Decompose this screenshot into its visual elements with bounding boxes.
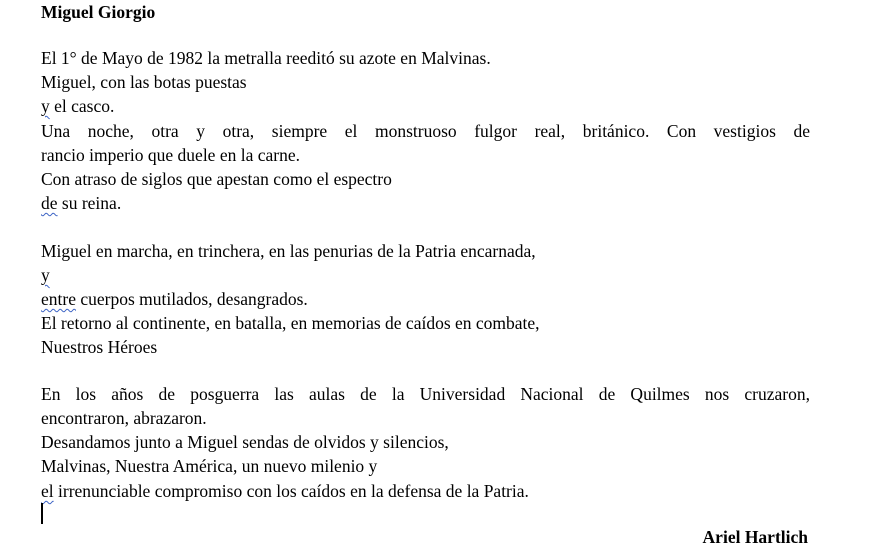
spellcheck-word[interactable]: entre	[41, 289, 76, 309]
poem-line: Con atraso de siglos que apestan como el espectro	[41, 169, 392, 189]
spellcheck-word[interactable]: y	[41, 265, 50, 285]
document-title: Miguel Giorgio	[41, 2, 156, 22]
poem-line: Desandamos junto a Miguel sendas de olvidos y silencios,	[41, 432, 449, 452]
poem-line: En los años de posguerra las aulas de la Universidad Nacional de Quilmes nos cruzaron,	[41, 384, 810, 404]
poem-line	[41, 94, 114, 118]
author-signature: Ariel Hartlich	[702, 527, 808, 547]
spellcheck-word[interactable]: el	[41, 481, 54, 501]
poem-line: El retorno al continente, en batalla, en memorias de caídos en combate,	[41, 313, 540, 333]
poem-line: encontraron, abrazaron.	[41, 408, 207, 428]
poem-line	[41, 191, 121, 215]
spellcheck-word[interactable]: y	[41, 96, 50, 116]
text-cursor	[41, 503, 43, 524]
poem-line	[41, 287, 308, 311]
poem-text: cuerpos mutilados, desangrados.	[75, 289, 308, 309]
poem-text: su reina.	[57, 193, 122, 213]
poem-line	[41, 479, 529, 503]
poem-line: El 1° de Mayo de 1982 la metralla reeditó su azote en Malvinas.	[41, 48, 491, 68]
poem-line: Miguel en marcha, en trinchera, en las penurias de la Patria encarnada,	[41, 241, 536, 261]
poem-line: rancio imperio que duele en la carne.	[41, 145, 300, 165]
poem-line: Malvinas, Nuestra América, un nuevo milenio y	[41, 456, 378, 476]
poem-line: Miguel, con las botas puestas	[41, 72, 247, 92]
poem-line: Nuestros Héroes	[41, 337, 158, 357]
poem-line	[41, 263, 50, 287]
poem-line: Una noche, otra y otra, siempre el monstruoso fulgor real, británico. Con vestigios de	[41, 121, 810, 141]
poem-text: el casco.	[49, 96, 115, 116]
spellcheck-word[interactable]: de	[41, 193, 58, 213]
poem-text: irrenunciable compromiso con los caídos en la defensa de la Patria.	[53, 481, 529, 501]
